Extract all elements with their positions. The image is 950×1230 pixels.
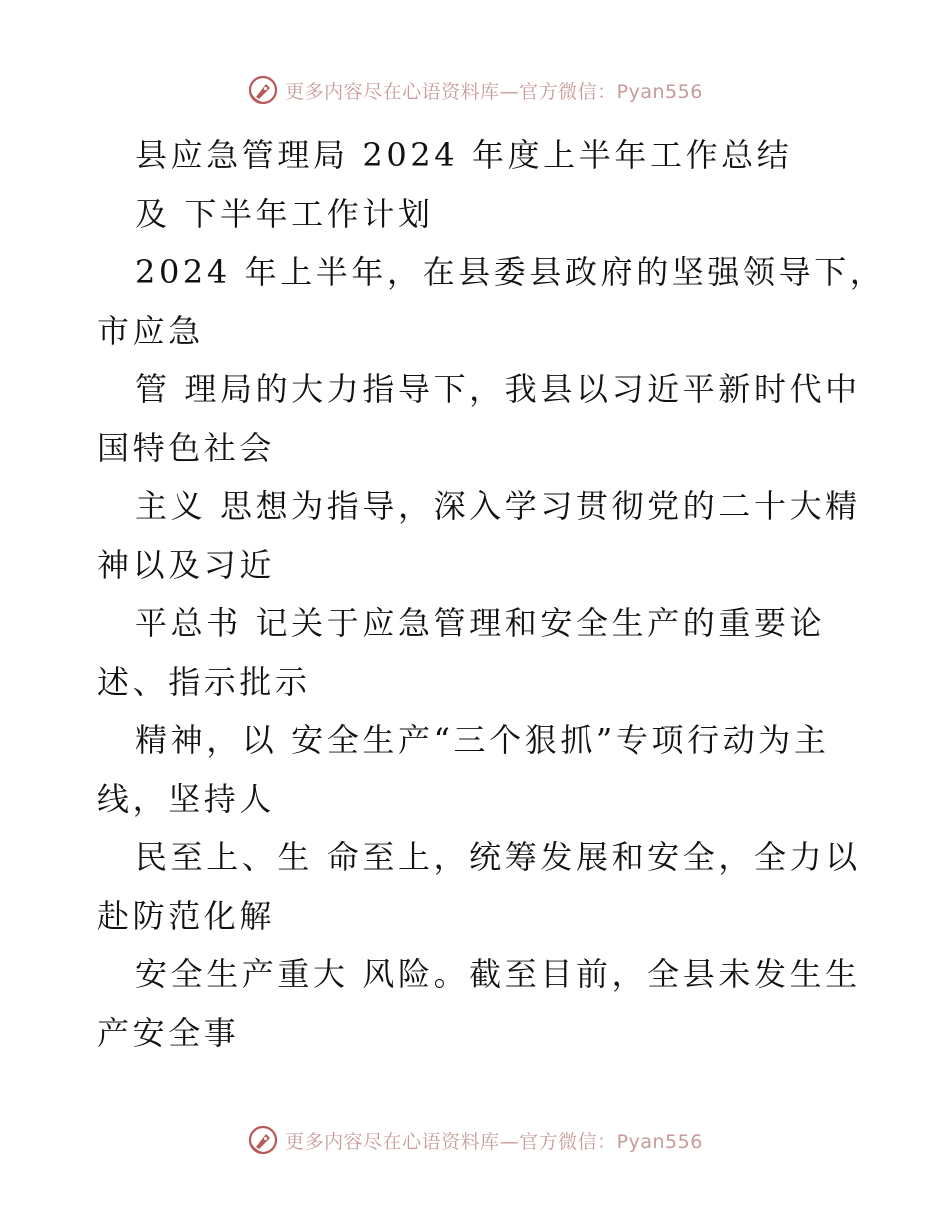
document-line: 市应急 bbox=[97, 311, 204, 350]
pen-nib-logo-icon bbox=[247, 1124, 279, 1156]
document-line: 2024 年上半年，在县委县政府的坚强领导下， bbox=[135, 253, 886, 291]
document-line: 精神，以 安全生产“三个狠抓”专项行动为主 bbox=[135, 721, 830, 759]
document-line: 平总书 记关于应急管理和安全生产的重要论 bbox=[135, 604, 826, 642]
document-line: 产安全事 bbox=[97, 1013, 240, 1052]
document-line: 国特色社会 bbox=[97, 428, 276, 467]
document-line: 主义 思想为指导，深入学习贯彻党的二十大精 bbox=[135, 487, 861, 525]
pen-nib-logo-icon bbox=[247, 74, 279, 106]
document-line: 及 下半年工作计划 bbox=[135, 194, 434, 233]
header-watermark bbox=[0, 74, 950, 106]
document-body bbox=[97, 126, 886, 1062]
document-line: 述、指示批示 bbox=[97, 662, 311, 701]
watermark-text: 更多内容尽在心语资料库—官方微信：Pyan556 bbox=[285, 80, 703, 103]
document-line: 县应急管理局 2024 年度上半年工作总结 bbox=[135, 136, 793, 174]
document-line: 民至上、生 命至上，统筹发展和安全，全力以 bbox=[135, 838, 861, 876]
document-line: 安全生产重大 风险。截至目前，全县未发生生 bbox=[135, 955, 861, 993]
watermark-text: 更多内容尽在心语资料库—官方微信：Pyan556 bbox=[285, 1130, 703, 1153]
document-line: 管 理局的大力指导下，我县以习近平新时代中 bbox=[135, 370, 861, 408]
document-line: 神以及习近 bbox=[97, 545, 276, 584]
footer-watermark bbox=[0, 1124, 950, 1156]
document-line: 线，坚持人 bbox=[97, 779, 276, 818]
document-line: 赴防范化解 bbox=[97, 896, 276, 935]
